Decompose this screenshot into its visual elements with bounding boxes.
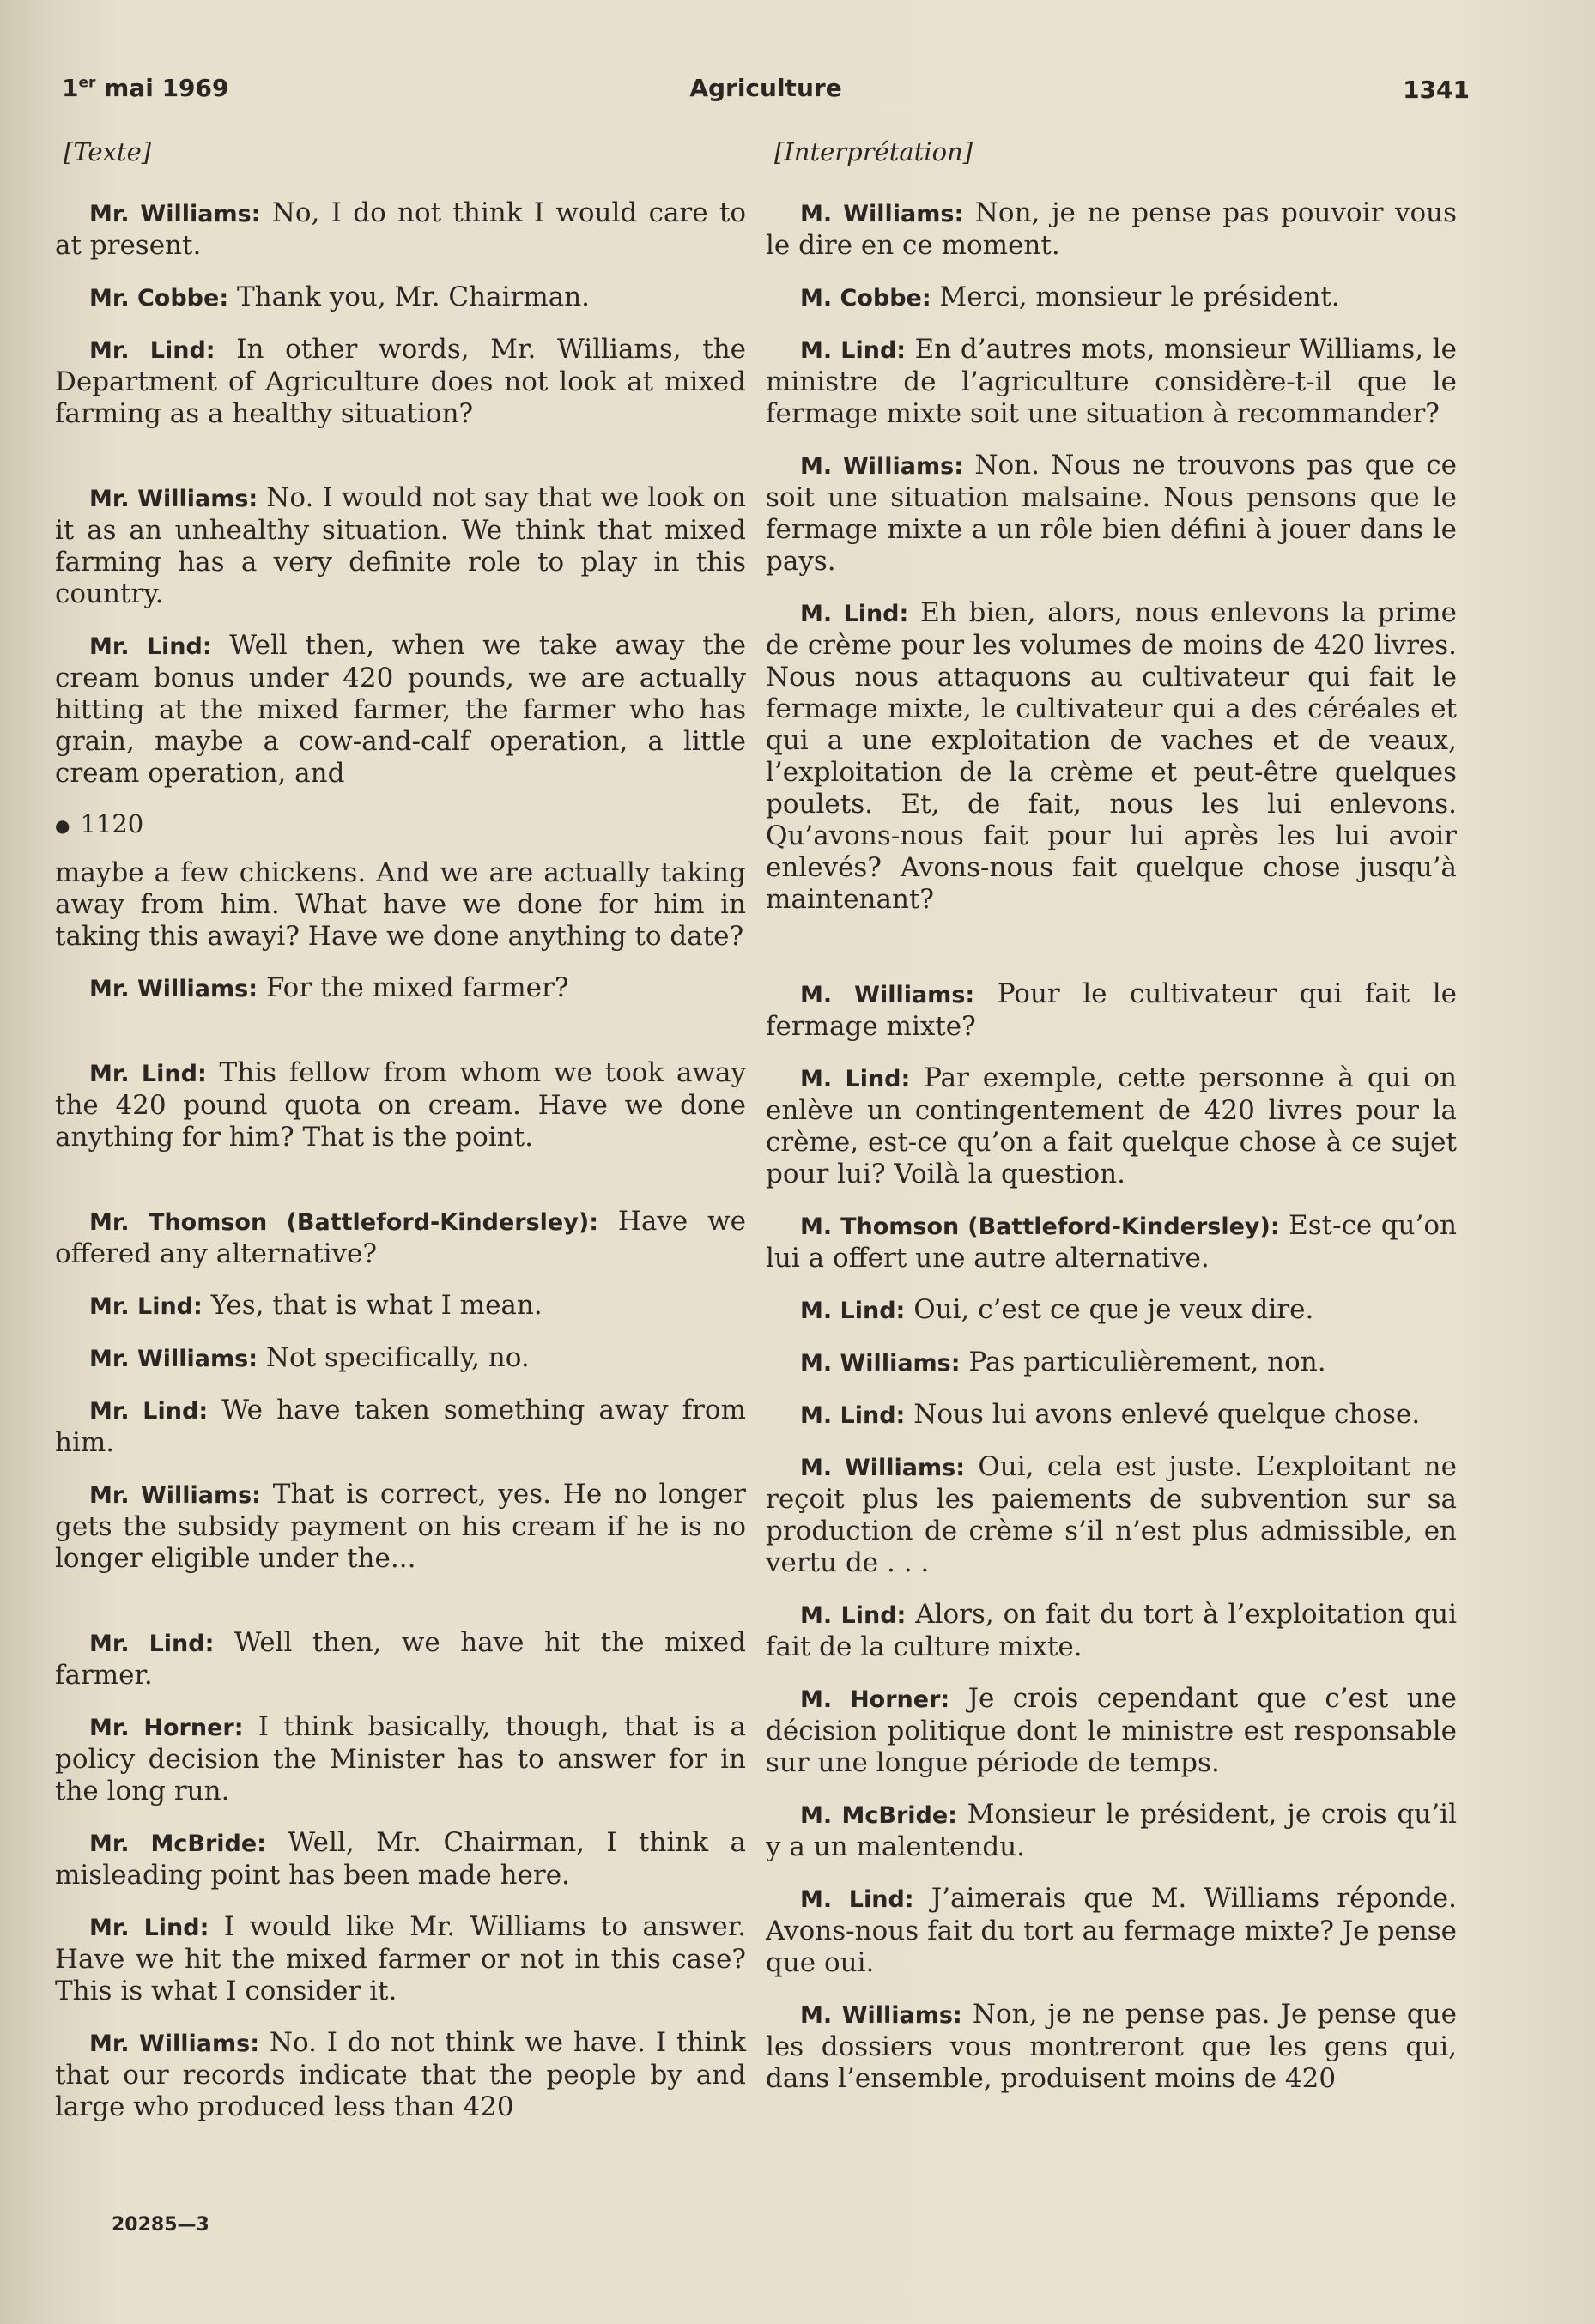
page-header (62, 74, 1470, 117)
paragraph (766, 1062, 1457, 1190)
paragraph (55, 334, 746, 430)
time-marker-text: 1120 (80, 809, 144, 838)
paragraph (55, 1206, 746, 1270)
speaker-name: M. Thomson (Battleford-Kindersley): (800, 1213, 1280, 1240)
paragraph (55, 1342, 746, 1375)
speech-text: Well, Mr. Chairman, I think a misleading point has been made here. (55, 1827, 746, 1891)
spacer (55, 1595, 746, 1627)
speech-text: maybe a few chickens. And we are actually taking away from him. What have we done for him in taking this awayi? Have we done anything to date? (55, 857, 746, 952)
speaker-name: Mr. Lind: (89, 1631, 215, 1657)
speech-text: I think basically, though, that is a policy decision the Minister has to answer for in the long run. (55, 1711, 746, 1807)
speaker-name: M. McBride: (800, 1802, 957, 1829)
speaker-name: Mr. Lind: (89, 337, 215, 364)
speech-text: Yes, that is what I mean. (202, 1290, 543, 1321)
paragraph (55, 1911, 746, 2007)
speaker-name: Mr. Thomson (Battleford-Kindersley): (89, 1209, 598, 1236)
speech-text: No. I do not think we have. I think that our records indicate that the people by and large who produced less than 420 (55, 2027, 747, 2122)
speech-text: That is correct, yes. He no longer gets the subsidy payment on his cream if he is no longer eligible under the... (55, 1479, 746, 1574)
speaker-name: Mr. Lind: (89, 1293, 203, 1320)
paragraph (766, 1451, 1457, 1579)
speaker-name: Mr. Lind: (89, 1398, 209, 1425)
speaker-name: M. Lind: (800, 1602, 907, 1629)
speech-text: Non, je ne pense pas. Je pense que les dossiers vous montreront que les gens qui, dans l’ensemble, produisent moins de 420 (766, 1999, 1457, 2094)
speech-text: Oui, cela est juste. L’exploitant ne reçoit plus les paiements de subvention sur sa production de crème s’il n’est plus admissible, en vertu de . . . (766, 1451, 1457, 1578)
paragraph (55, 1290, 746, 1322)
speaker-name: M. Lind: (800, 601, 909, 627)
speech-text: Je crois cependant que c’est une décision politique dont le ministre est responsable sur une longue période de temps. (766, 1683, 1457, 1778)
speech-text: Est-ce qu’on lui a offert une autre alternative. (766, 1210, 1457, 1274)
paragraph (766, 1799, 1457, 1863)
paragraph (766, 1210, 1457, 1274)
paragraph (55, 857, 746, 953)
paragraph (55, 1395, 746, 1459)
paragraph (55, 197, 746, 262)
paragraph (766, 1883, 1457, 1979)
paragraph (766, 450, 1457, 578)
speech-text: Oui, c’est ce que je veux dire. (905, 1294, 1314, 1325)
speech-text: Par exemple, cette personne à qui on enlève un contingentement de 420 livres pour la crème, est-ce qu’on a fait quelque chose à ce sujet pour lui? Voilà la question. (766, 1062, 1457, 1189)
speech-text: This fellow from whom we took away the 420 pound quota on cream. Have we done anything for him? That is the point. (55, 1057, 747, 1153)
speaker-name: M. Horner: (800, 1686, 950, 1713)
paragraph (766, 197, 1457, 262)
speaker-name: Mr. Horner: (89, 1715, 244, 1741)
speech-text: En d’autres mots, monsieur Williams, le ministre de l’agriculture considère-t-il que le fermage mixte soit une situation à recommander? (766, 334, 1457, 429)
paragraph (55, 630, 746, 790)
speech-text: Eh bien, alors, nous enlevons la prime de crème pour les volumes de moins de 420 livres. Nous nous attaquons au cultivateur qui fait le fermage mixte, le cultivateur qui a des céréales et qui a une exploitation de vaches et de veaux, l’exploitation de la crème et peut-être quelques poulets. Et, de fait, nous les lui enlevons. Qu’avons-nous fait pour lui après les lui avoir enlevés? Avons-nous fait quelque chose jusqu’à maintenant? (766, 597, 1457, 915)
speech-text: Not specifically, no. (258, 1342, 530, 1373)
spacer (766, 935, 1457, 978)
speaker-name: Mr. Williams: (89, 1482, 261, 1509)
speech-text: Well then, we have hit the mixed farmer. (55, 1627, 746, 1691)
speech-text: Nous lui avons enlevé quelque chose. (905, 1399, 1421, 1430)
paragraph (766, 281, 1457, 314)
header-title: Agriculture (689, 74, 842, 102)
speaker-name: Mr. Williams: (89, 2030, 260, 2057)
speaker-name: M. Cobbe: (800, 285, 931, 312)
speaker-name: Mr. Williams: (89, 486, 258, 512)
speech-text: I would like Mr. Williams to answer. Have we hit the mixed farmer or not in this case? This is what I consider it. (55, 1911, 746, 2006)
header-date-prefix: 1 (62, 74, 79, 102)
speaker-name: M. Lind: (800, 1298, 906, 1324)
time-marker (55, 809, 746, 838)
language-label: [Interprétation] (774, 137, 973, 166)
speech-text: We have taken something away from him. (55, 1395, 746, 1458)
speech-text: Have we offered any alternative? (55, 1206, 747, 1269)
speaker-name: Mr. Williams: (89, 1346, 258, 1372)
header-date-sup: er (78, 74, 96, 92)
speaker-name: M. Williams: (800, 2002, 962, 2029)
speech-text: For the mixed farmer? (258, 972, 569, 1003)
bullet-icon: ● (55, 815, 70, 836)
paragraph (55, 1827, 746, 1891)
paragraph (55, 482, 746, 610)
speaker-name: Mr. Lind: (89, 633, 212, 660)
paragraph (55, 1057, 746, 1153)
speaker-name: M. Williams: (800, 453, 964, 480)
speaker-name: Mr. Williams: (89, 976, 258, 1002)
paragraph (55, 972, 746, 1005)
speaker-name: Mr. Lind: (89, 1061, 207, 1087)
speech-text: Well then, when we take away the cream bonus under 420 pounds, we are actually hitting at the mixed farmer, the farmer who has grain, maybe a cow-and-calf operation, a little cream operation, and (55, 630, 746, 789)
paragraph (55, 1479, 746, 1575)
paragraph (766, 1294, 1457, 1327)
speech-text: Merci, monsieur le président. (931, 281, 1340, 312)
paragraph (766, 597, 1457, 916)
speech-text: No, I do not think I would care to at present. (55, 197, 747, 261)
spacer (55, 1173, 746, 1206)
paragraph (55, 2027, 746, 2123)
speech-text: Alors, on fait du tort à l’exploitation qui fait de la culture mixte. (766, 1599, 1457, 1662)
paragraph (766, 1599, 1457, 1663)
footer-code: 20285—3 (112, 2214, 209, 2236)
speaker-name: M. Lind: (800, 1402, 906, 1429)
speaker-name: M. Williams: (800, 982, 975, 1008)
speech-text: In other words, Mr. Williams, the Department of Agriculture does not look at mixed farming as a healthy situation? (55, 334, 747, 429)
speech-text: Thank you, Mr. Chairman. (228, 281, 591, 312)
paragraph (766, 1347, 1457, 1379)
speaker-name: M. Williams: (800, 201, 964, 227)
paragraph (55, 1711, 746, 1807)
speaker-name: Mr. McBride: (89, 1831, 266, 1857)
speech-text: Non. Nous ne trouvons pas que ce soit une situation malsaine. Nous pensons que le fermage mixte a un rôle bien défini à jouer dans le pays. (766, 450, 1457, 577)
column-french (766, 137, 1457, 2115)
paragraph (766, 1999, 1457, 2095)
paragraph (766, 1399, 1457, 1431)
paragraph (55, 1627, 746, 1692)
speaker-name: Mr. Lind: (89, 1915, 209, 1941)
speaker-name: M. Williams: (800, 1350, 961, 1377)
speaker-name: M. Lind: (800, 1886, 914, 1913)
paragraph (766, 1683, 1457, 1779)
paragraph (766, 334, 1457, 430)
speaker-name: M. Williams: (800, 1455, 966, 1481)
speaker-name: M. Lind: (800, 1066, 911, 1092)
paragraph (55, 281, 746, 314)
paragraph (766, 978, 1457, 1043)
header-date-rest: mai 1969 (95, 74, 229, 102)
language-label: [Texte] (64, 137, 152, 166)
spacer (55, 1025, 746, 1057)
speaker-name: Mr. Williams: (89, 201, 261, 227)
column-english (55, 137, 746, 2143)
speech-text: Monsieur le président, je crois qu’il y a un malentendu. (766, 1799, 1457, 1862)
speech-text: Pour le cultivateur qui fait le fermage mixte? (766, 978, 1457, 1042)
speech-text: Pas particulièrement, non. (960, 1347, 1326, 1377)
speech-text: J’aimerais que M. Williams réponde. Avons-nous fait du tort au fermage mixte? Je pense que oui. (766, 1883, 1457, 1978)
header-page-number: 1341 (1403, 76, 1470, 104)
speaker-name: M. Lind: (800, 337, 907, 364)
spacer (55, 450, 746, 482)
speech-text: No. I would not say that we look on it as an unhealthy situation. We think that mixed farming has a very definite role to play in this country. (55, 482, 747, 609)
speech-text: Non, je ne pense pas pouvoir vous le dire en ce moment. (766, 197, 1457, 261)
speaker-name: Mr. Cobbe: (89, 285, 229, 312)
